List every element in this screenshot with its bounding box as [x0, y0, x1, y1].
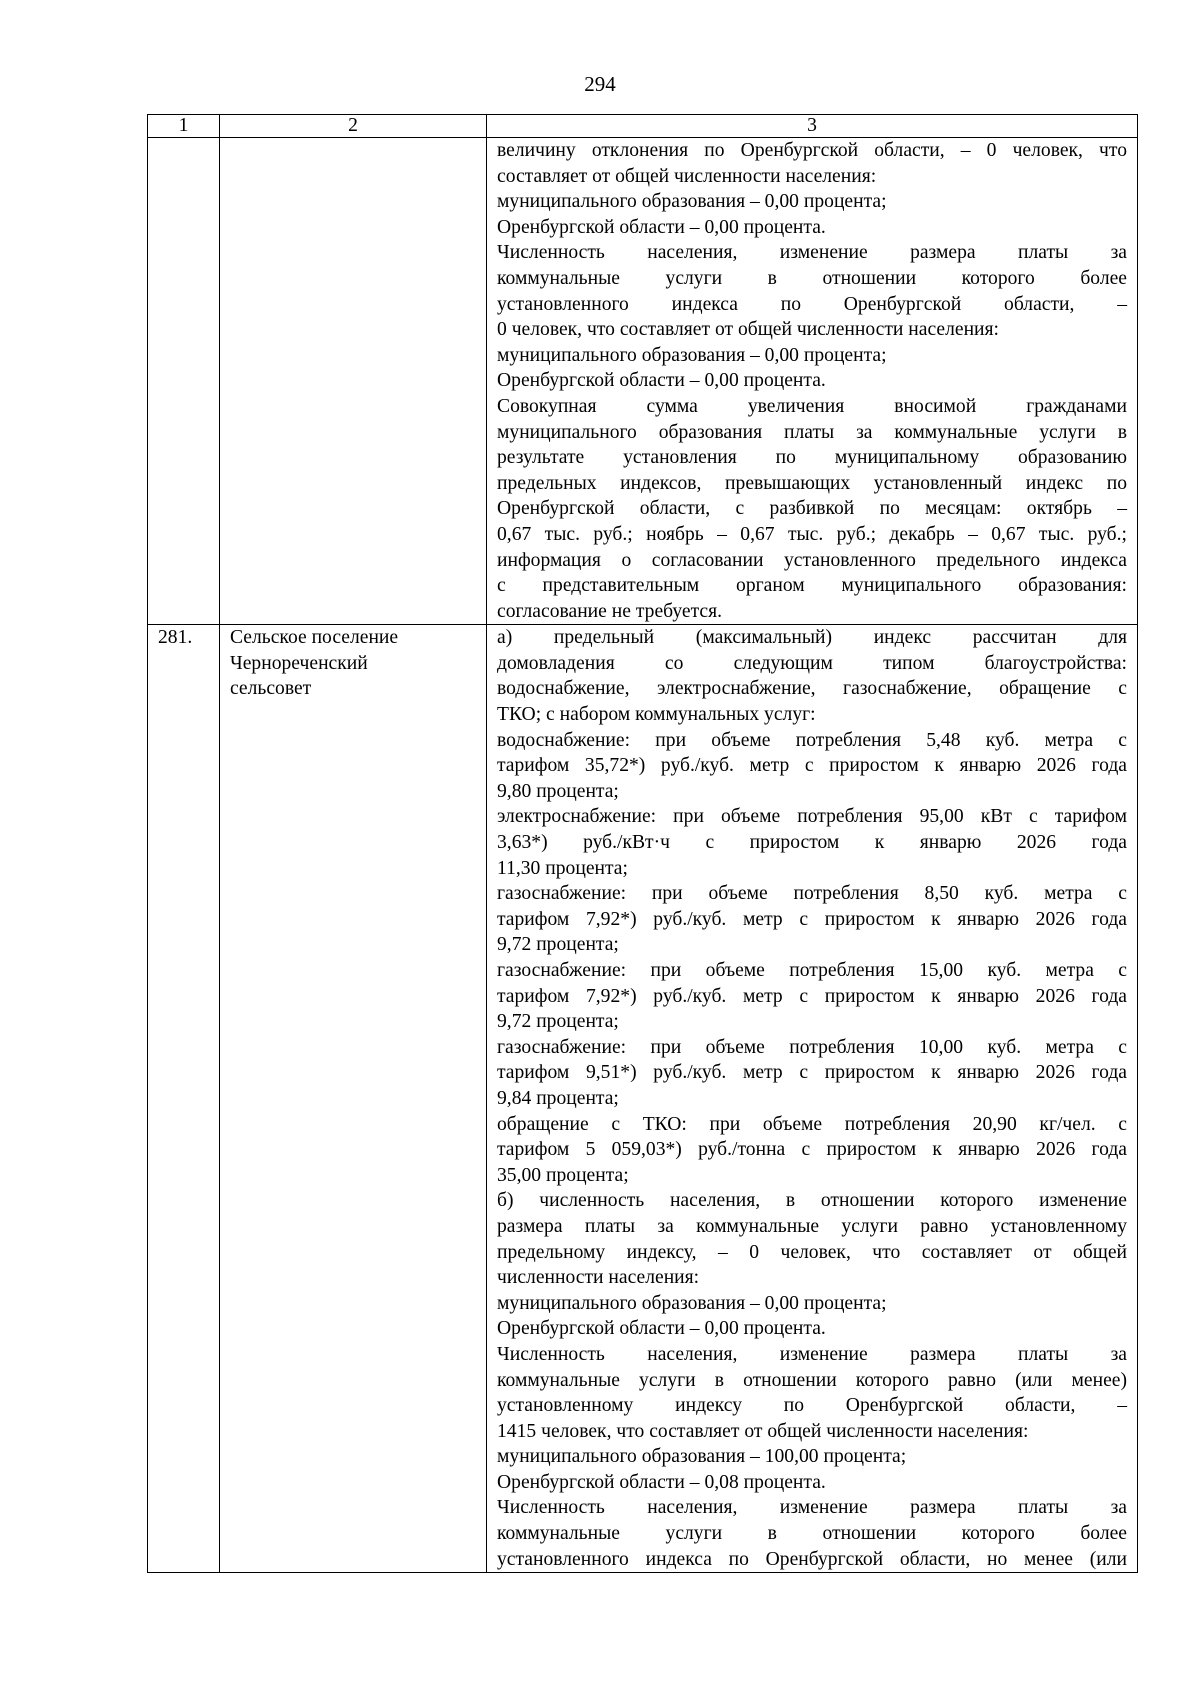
- table-row: [148, 138, 1138, 625]
- description-line: водоснабжение, электроснабжение, газоснабжение, обращение с: [497, 678, 1127, 700]
- description-line: численности населения:: [497, 1267, 700, 1289]
- row-number: [148, 138, 220, 625]
- municipality-name-line: Сельское поселение: [230, 627, 399, 649]
- description-line: установленному индексу по Оренбургской области, –: [497, 1395, 1127, 1417]
- municipality-name: [220, 625, 487, 1573]
- description-line: Оренбургской области – 0,00 процента.: [497, 370, 826, 392]
- description-line: тарифом 9,51*) руб./куб. метр с приростом к январю 2026 года: [497, 1062, 1127, 1084]
- index-description: [487, 138, 1138, 625]
- description-line: 9,80 процента;: [497, 780, 619, 802]
- table-row: [148, 625, 1138, 1573]
- description-line: 0 человек, что составляет от общей численности населения:: [497, 319, 1000, 341]
- description-line: Совокупная сумма увеличения вносимой гражданами: [497, 395, 1127, 417]
- description-line: б) численность населения, в отношении которого изменение: [497, 1190, 1127, 1212]
- description-line: тарифом 35,72*) руб./куб. метр с приростом к январю 2026 года: [497, 755, 1127, 777]
- description-line: домовладения со следующим типом благоустройства:: [497, 652, 1127, 674]
- description-line: муниципального образования – 0,00 процента;: [497, 191, 887, 213]
- description-line: ТКО; с набором коммунальных услуг:: [497, 704, 816, 726]
- document-table: [147, 114, 1138, 1573]
- description-line: электроснабжение: при объеме потребления 95,00 кВт с тарифом: [497, 806, 1127, 828]
- description-line: тарифом 5 059,03*) руб./тонна с приростом к январю 2026 года: [497, 1139, 1127, 1161]
- index-description: [487, 625, 1138, 1573]
- description-line: тарифом 7,92*) руб./куб. метр с приростом к январю 2026 года: [497, 908, 1127, 930]
- description-line: муниципального образования – 0,00 процента;: [497, 1292, 887, 1314]
- description-line: установленного индекса по Оренбургской области, –: [497, 293, 1127, 315]
- description-line: размера платы за коммунальные услуги равно установленному: [497, 1215, 1127, 1237]
- municipality-name-line: Чернореченский: [230, 652, 368, 674]
- description-line: Численность населения, изменение размера платы за: [497, 1343, 1127, 1365]
- description-line: Оренбургской области, с разбивкой по месяцам: октябрь –: [497, 498, 1127, 520]
- description-line: Численность населения, изменение размера платы за: [497, 1497, 1127, 1519]
- description-line: 3,63*) руб./кВт·ч с приростом к январю 2026 года: [497, 832, 1127, 854]
- description-line: газоснабжение: при объеме потребления 8,50 куб. метра с: [497, 883, 1127, 905]
- municipality-name: [220, 138, 487, 625]
- column-header-description: 3: [487, 115, 1138, 138]
- description-line: Оренбургской области – 0,00 процента.: [497, 1318, 826, 1340]
- description-line: согласование не требуется.: [497, 600, 723, 622]
- description-line: составляет от общей численности населения:: [497, 165, 877, 187]
- column-header-number: 1: [148, 115, 220, 138]
- table-header-row: [148, 115, 1138, 138]
- description-line: обращение с ТКО: при объеме потребления 20,90 кг/чел. с: [497, 1113, 1127, 1135]
- municipality-name-line: сельсовет: [230, 678, 312, 700]
- description-line: предельному индексу, – 0 человек, что составляет от общей: [497, 1241, 1127, 1263]
- description-line: Оренбургской области – 0,08 процента.: [497, 1471, 826, 1493]
- description-line: 9,72 процента;: [497, 934, 619, 956]
- description-line: тарифом 7,92*) руб./куб. метр с приростом к январю 2026 года: [497, 985, 1127, 1007]
- description-line: Оренбургской области – 0,00 процента.: [497, 216, 826, 238]
- description-line: результате установления по муниципальному образованию: [497, 447, 1127, 469]
- description-line: коммунальные услуги в отношении которого более: [497, 1523, 1127, 1545]
- page-number: 294: [584, 72, 616, 96]
- description-line: предельных индексов, превышающих установленный индекс по: [497, 472, 1127, 494]
- description-line: величину отклонения по Оренбургской области, – 0 человек, что: [497, 140, 1127, 161]
- description-line: установленного индекса по Оренбургской области, но менее (или: [497, 1548, 1127, 1570]
- description-line: коммунальные услуги в отношении которого равно (или менее): [497, 1369, 1127, 1391]
- description-line: 0,67 тыс. руб.; ноябрь – 0,67 тыс. руб.; декабрь – 0,67 тыс. руб.;: [497, 523, 1127, 545]
- description-line: коммунальные услуги в отношении которого более: [497, 267, 1127, 289]
- description-line: муниципального образования – 100,00 процента;: [497, 1446, 907, 1468]
- description-line: муниципального образования платы за коммунальные услуги в: [497, 421, 1127, 443]
- description-line: 9,72 процента;: [497, 1011, 619, 1033]
- description-line: информация о согласовании установленного предельного индекса: [497, 549, 1127, 571]
- description-line: а) предельный (максимальный) индекс рассчитан для: [497, 627, 1127, 649]
- row-number: 281.: [148, 625, 220, 1573]
- column-header-name: 2: [220, 115, 487, 138]
- description-line: газоснабжение: при объеме потребления 10,00 куб. метра с: [497, 1036, 1127, 1058]
- description-line: 1415 человек, что составляет от общей численности населения:: [497, 1420, 1029, 1442]
- description-line: газоснабжение: при объеме потребления 15,00 куб. метра с: [497, 960, 1127, 981]
- description-line: 35,00 процента;: [497, 1164, 629, 1186]
- description-line: 11,30 процента;: [497, 857, 628, 879]
- description-line: 9,84 процента;: [497, 1087, 619, 1109]
- description-line: с представительным органом муниципального образования:: [497, 575, 1127, 597]
- description-line: водоснабжение: при объеме потребления 5,48 куб. метра с: [497, 729, 1127, 751]
- description-line: Численность населения, изменение размера платы за: [497, 242, 1127, 264]
- description-line: муниципального образования – 0,00 процента;: [497, 344, 887, 366]
